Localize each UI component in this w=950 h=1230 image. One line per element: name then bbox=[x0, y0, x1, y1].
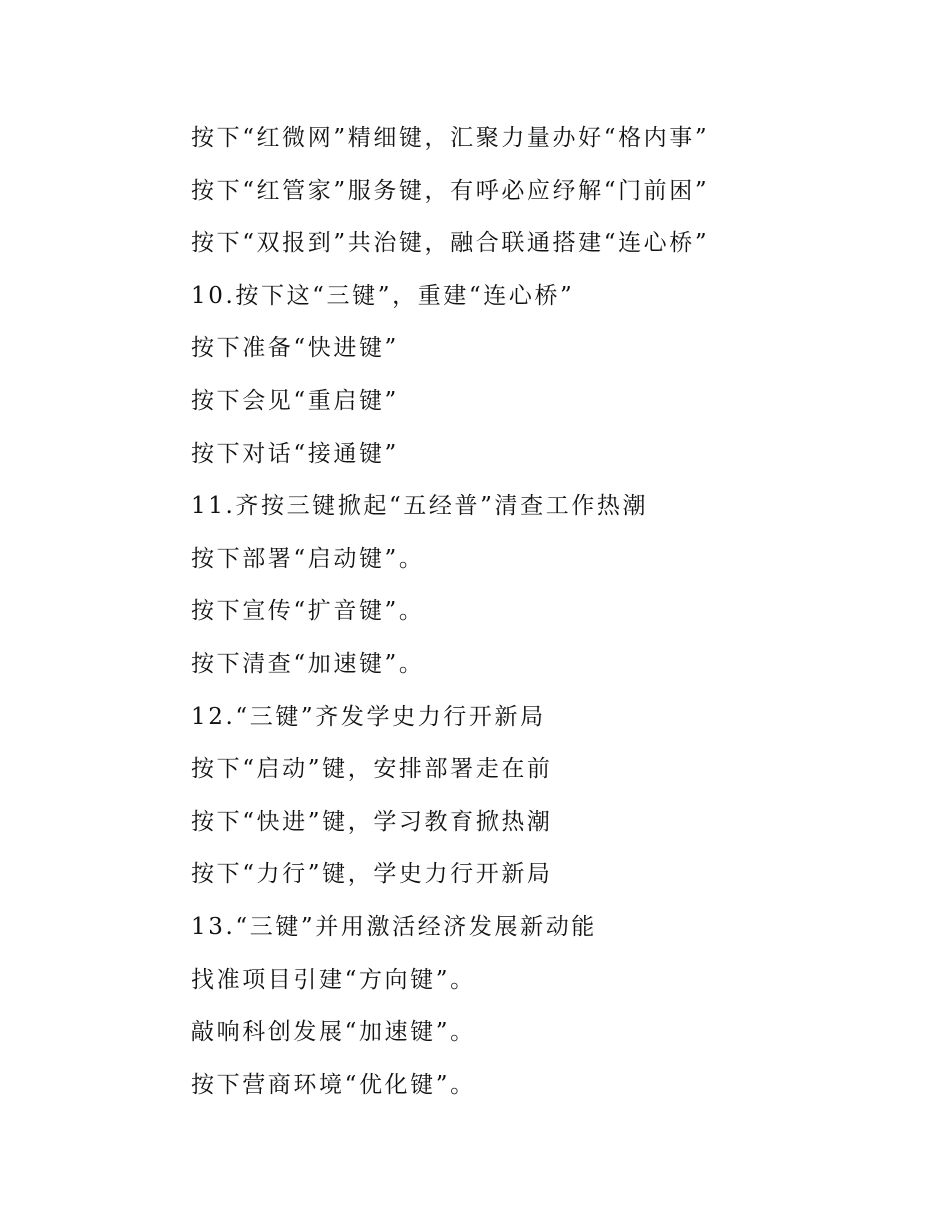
text-line: 找准项目引建“方向键”。 bbox=[191, 966, 476, 993]
section-heading: 13.“三键”并用激活经济发展新动能 bbox=[191, 913, 597, 940]
section-heading: 12.“三键”齐发学史力行开新局 bbox=[191, 703, 546, 730]
text-line: 按下“启动”键，安排部署走在前 bbox=[191, 756, 553, 783]
text-line: 按下“双报到”共治键，融合联通搭建“连心桥” bbox=[191, 230, 710, 257]
document-body bbox=[191, 112, 871, 1111]
text-line: 按下“红管家”服务键，有呼必应纾解“门前困” bbox=[191, 177, 710, 204]
text-line: 按下“力行”键，学史力行开新局 bbox=[191, 861, 553, 888]
text-line: 按下宣传“扩音键”。 bbox=[191, 598, 425, 625]
text-line: 按下准备“快进键” bbox=[191, 335, 399, 362]
text-line: 敲响科创发展“加速键”。 bbox=[191, 1019, 476, 1046]
text-line: 按下会见“重启键” bbox=[191, 387, 399, 414]
text-line: 按下对话“接通键” bbox=[191, 440, 399, 467]
text-line: 按下“快进”键，学习教育掀热潮 bbox=[191, 808, 553, 835]
section-heading: 11.齐按三键掀起“五经普”清查工作热潮 bbox=[191, 493, 649, 520]
text-line: 按下部署“启动键”。 bbox=[191, 545, 425, 572]
text-line: 按下“红微网”精细键，汇聚力量办好“格内事” bbox=[191, 125, 710, 151]
text-line: 按下营商环境“优化键”。 bbox=[191, 1071, 476, 1098]
section-heading: 10.按下这“三键”，重建“连心桥” bbox=[191, 282, 575, 309]
text-line: 按下清查“加速键”。 bbox=[191, 650, 425, 677]
